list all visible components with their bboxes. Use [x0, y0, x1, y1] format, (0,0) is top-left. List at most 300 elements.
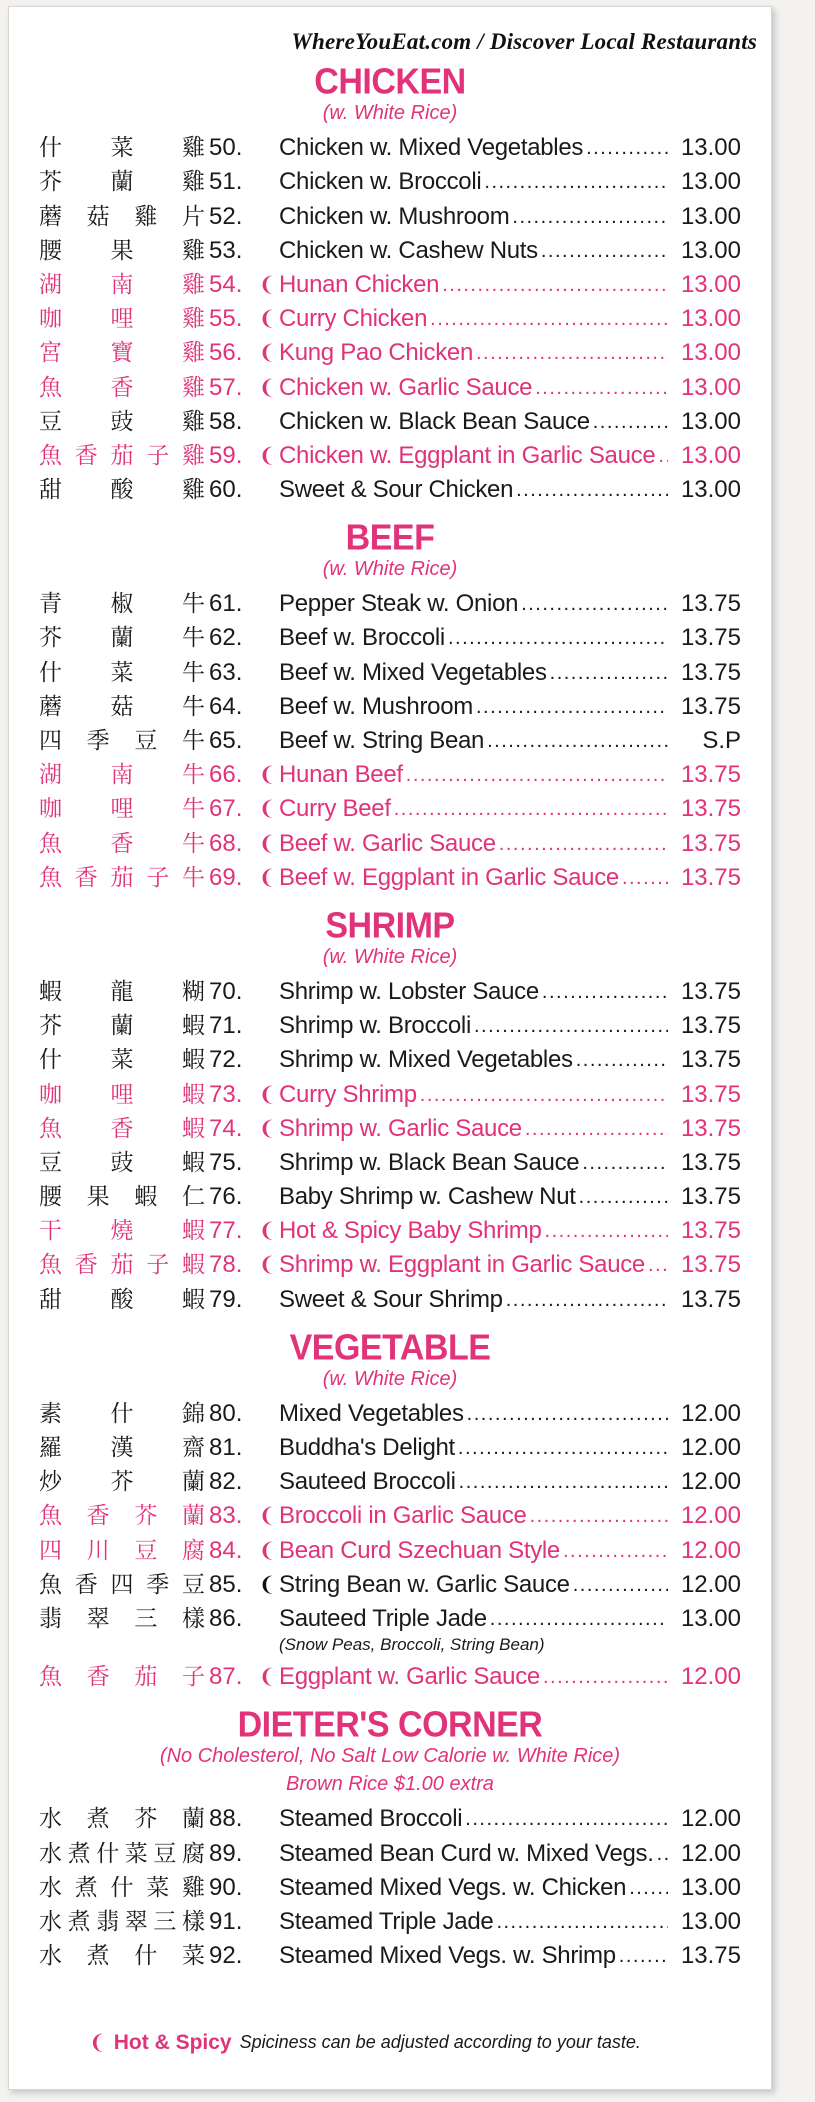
menu-item	[39, 1903, 741, 1937]
item-number: 73.	[209, 1080, 243, 1108]
item-name: Shrimp w. Lobster Sauce	[279, 977, 539, 1005]
item-name-leader	[279, 1148, 671, 1178]
menu-content	[39, 63, 741, 1985]
dot-leader	[521, 589, 668, 619]
menu-section	[39, 519, 741, 893]
item-number: 80.	[209, 1399, 243, 1427]
menu-item	[39, 300, 741, 334]
item-chinese-name: 芥蘭蝦	[39, 1013, 205, 1040]
item-name-leader	[279, 1011, 671, 1041]
item-price: S.P	[702, 727, 741, 754]
item-chinese-name: 魚香雞	[39, 374, 205, 401]
menu-item	[39, 163, 741, 197]
item-chinese-name: 芥蘭雞	[39, 169, 205, 196]
item-note: (Snow Peas, Broccoli, String Bean)	[279, 1634, 545, 1654]
menu-item	[39, 1395, 741, 1429]
chili-pepper-icon: ❨	[258, 376, 276, 399]
item-name-leader	[279, 1839, 671, 1869]
item-name: Chicken w. Cashew Nuts	[279, 236, 538, 264]
item-name-leader	[279, 441, 671, 471]
item-chinese-name: 魚香茄子雞	[39, 442, 205, 469]
item-price: 13.75	[680, 1046, 741, 1074]
item-name: Pepper Steak w. Onion	[279, 590, 519, 618]
item-name: Baby Shrimp w. Cashew Nut	[279, 1183, 576, 1211]
item-name-leader	[279, 407, 671, 437]
menu-item	[39, 1600, 741, 1634]
spicy-legend-label: Hot & Spicy	[113, 2030, 232, 2054]
chili-pepper-icon: ❨	[258, 832, 276, 855]
item-chinese-name: 宮寶雞	[39, 340, 205, 367]
item-number: 72.	[209, 1046, 243, 1074]
item-name: Steamed Mixed Vegs. w. Shrimp	[279, 1942, 616, 1970]
menu-item	[39, 403, 741, 437]
item-price: 13.00	[680, 441, 741, 469]
menu-item	[39, 1144, 741, 1178]
item-number: 78.	[209, 1251, 243, 1279]
menu-item	[39, 722, 741, 756]
item-chinese-name: 素什錦	[39, 1400, 205, 1427]
item-number: 62.	[209, 624, 243, 652]
menu-item	[39, 1531, 741, 1565]
item-chinese-name: 青椒牛	[39, 591, 205, 618]
item-name-leader	[279, 304, 671, 334]
item-name: Chicken w. Mushroom	[279, 202, 510, 230]
menu-item	[39, 1007, 741, 1041]
section-subtitle: (w. White Rice)	[322, 1367, 458, 1390]
menu-item	[39, 471, 741, 505]
item-name-leader	[279, 1250, 671, 1280]
chili-pepper-icon: ❨	[258, 1117, 276, 1140]
menu-section	[39, 1706, 741, 1971]
item-price: 13.00	[680, 1873, 741, 1901]
item-name: Beef w. Mushroom	[279, 692, 473, 720]
item-number: 57.	[209, 373, 243, 401]
menu-item	[39, 1110, 741, 1144]
item-number: 88.	[209, 1805, 243, 1833]
dot-leader	[648, 1250, 668, 1280]
menu-item	[39, 1212, 741, 1246]
item-price: 13.75	[680, 977, 741, 1005]
dot-leader	[530, 1501, 668, 1531]
dot-leader	[512, 202, 668, 232]
item-chinese-name: 芥蘭牛	[39, 625, 205, 652]
item-name-leader	[279, 167, 671, 197]
item-number: 64.	[209, 692, 243, 720]
item-name: Shrimp w. Broccoli	[279, 1012, 471, 1040]
item-chinese-name: 魚香茄子	[39, 1664, 205, 1691]
item-number: 58.	[209, 407, 243, 435]
dot-leader	[487, 726, 668, 756]
item-price: 13.75	[680, 692, 741, 720]
item-name-leader	[279, 1662, 671, 1692]
item-name: Hunan Chicken	[279, 270, 440, 298]
menu-section	[39, 1329, 741, 1693]
chili-pepper-icon: ❨	[258, 1573, 276, 1596]
menu-item	[39, 1041, 741, 1075]
menu-item	[39, 1246, 741, 1280]
item-number: 71.	[209, 1012, 243, 1040]
item-chinese-name: 炒芥蘭	[39, 1469, 205, 1496]
dot-leader	[525, 1114, 668, 1144]
item-number: 90.	[209, 1873, 243, 1901]
section-subtitle-extra: Brown Rice $1.00 extra	[286, 1773, 494, 1796]
menu-item	[39, 334, 741, 368]
item-number: 92.	[209, 1942, 243, 1970]
item-number: 70.	[209, 977, 243, 1005]
item-name-leader	[279, 202, 671, 232]
item-name-leader	[279, 829, 671, 859]
item-price: 13.75	[680, 590, 741, 618]
dot-leader	[541, 236, 668, 266]
item-name: Steamed Bean Curd w. Mixed Vegs.	[279, 1839, 654, 1867]
dot-leader	[506, 1285, 668, 1315]
item-chinese-name: 甜酸蝦	[39, 1286, 205, 1313]
item-name-leader	[279, 1216, 671, 1246]
item-number: 77.	[209, 1217, 243, 1245]
section-subtitle: (w. White Rice)	[322, 945, 458, 968]
item-name: Shrimp w. Garlic Sauce	[279, 1114, 522, 1142]
item-name-leader	[279, 1080, 671, 1110]
item-number: 66.	[209, 761, 243, 789]
dot-leader	[496, 1907, 668, 1937]
item-name-leader	[279, 1570, 671, 1600]
item-number: 87.	[209, 1663, 243, 1691]
item-number: 55.	[209, 305, 243, 333]
item-price: 13.75	[680, 863, 741, 891]
item-name: Bean Curd Szechuan Style	[279, 1536, 560, 1564]
item-name: Mixed Vegetables	[279, 1399, 464, 1427]
item-price: 13.00	[680, 168, 741, 196]
dot-leader	[490, 1604, 668, 1634]
item-name: Chicken w. Garlic Sauce	[279, 373, 533, 401]
item-price: 13.00	[680, 373, 741, 401]
item-name: Hunan Beef	[279, 761, 403, 789]
item-name: Sauteed Triple Jade	[279, 1604, 487, 1632]
item-price: 13.00	[680, 476, 741, 504]
item-price: 12.00	[680, 1536, 741, 1564]
chili-pepper-icon: ❨	[258, 866, 276, 889]
item-name: Steamed Triple Jade	[279, 1907, 494, 1935]
menu-item	[39, 1280, 741, 1314]
menu-item	[39, 1800, 741, 1834]
item-price: 13.00	[680, 1907, 741, 1935]
item-number: 74.	[209, 1114, 243, 1142]
item-chinese-name: 魚香茄子蝦	[39, 1252, 205, 1279]
item-price: 13.75	[680, 1217, 741, 1245]
item-price: 13.00	[680, 407, 741, 435]
item-name-leader	[279, 1873, 671, 1903]
item-number: 81.	[209, 1434, 243, 1461]
menu-item	[39, 790, 741, 824]
item-number: 68.	[209, 829, 243, 857]
item-number: 79.	[209, 1285, 243, 1313]
item-chinese-name: 蝦龍糊	[39, 978, 205, 1005]
dot-leader	[593, 407, 668, 437]
item-chinese-name: 咖哩牛	[39, 796, 205, 823]
chili-pepper-icon: ❨	[258, 444, 276, 467]
item-price: 13.00	[680, 270, 741, 298]
item-price: 13.00	[680, 236, 741, 264]
item-name-leader	[279, 133, 671, 163]
dot-leader	[484, 167, 668, 197]
item-number: 86.	[209, 1604, 243, 1632]
item-price: 12.00	[680, 1434, 741, 1461]
spicy-legend	[89, 2030, 641, 2055]
dot-leader	[474, 1011, 668, 1041]
item-chinese-name: 翡翠三樣	[39, 1605, 205, 1632]
item-chinese-name: 魚香四季豆	[39, 1571, 205, 1598]
item-name-leader	[279, 1467, 671, 1497]
dot-leader	[545, 1216, 668, 1246]
item-name-leader	[279, 1433, 671, 1463]
section-subtitle: (w. White Rice)	[322, 102, 458, 124]
item-name-leader	[279, 1604, 671, 1634]
item-chinese-name: 水煮什菜豆腐	[39, 1840, 205, 1867]
menu-section	[39, 907, 741, 1315]
item-name: Beef w. Eggplant in Garlic Sauce	[279, 863, 619, 891]
item-name: Chicken w. Mixed Vegetables	[279, 134, 584, 162]
item-name: Beef w. Garlic Sauce	[279, 829, 496, 857]
menu-section	[39, 63, 741, 505]
item-price: 12.00	[680, 1468, 741, 1496]
menu-item	[39, 1566, 741, 1600]
item-name: Eggplant w. Garlic Sauce	[279, 1663, 540, 1691]
spicy-legend-text: Spiciness can be adjusted according to your taste.	[239, 2032, 641, 2052]
chili-pepper-icon: ❨	[258, 798, 276, 821]
item-number: 53.	[209, 236, 243, 264]
section-title: CHICKEN	[314, 62, 466, 102]
dot-leader	[573, 1570, 668, 1600]
item-chinese-name: 什菜雞	[39, 135, 205, 162]
item-name-leader	[279, 1182, 671, 1212]
item-name-leader	[279, 1804, 671, 1834]
item-price: 12.00	[680, 1570, 741, 1598]
item-chinese-name: 水煮翡翠三樣	[39, 1908, 205, 1935]
item-number: 51.	[209, 168, 243, 196]
chili-pepper-icon: ❨	[258, 1539, 276, 1562]
item-name: String Bean w. Garlic Sauce	[279, 1570, 570, 1598]
menu-item	[39, 197, 741, 231]
item-name-leader	[279, 692, 671, 722]
item-chinese-name: 干燒蝦	[39, 1218, 205, 1245]
dot-leader	[582, 1148, 668, 1178]
item-chinese-name: 腰果雞	[39, 237, 205, 264]
item-price: 13.00	[680, 305, 741, 333]
menu-item	[39, 1869, 741, 1903]
item-price: 13.75	[680, 795, 741, 823]
menu-item	[39, 1834, 741, 1868]
item-price: 12.00	[680, 1839, 741, 1867]
item-price: 12.00	[680, 1399, 741, 1427]
item-name-leader	[279, 1045, 671, 1075]
item-price: 12.00	[680, 1663, 741, 1691]
item-price: 13.75	[680, 1183, 741, 1211]
dot-leader	[499, 829, 668, 859]
dot-leader	[442, 270, 668, 300]
item-chinese-name: 什菜蝦	[39, 1047, 205, 1074]
dot-leader	[430, 304, 668, 334]
item-name-leader	[279, 1536, 671, 1566]
menu-item	[39, 973, 741, 1007]
item-name: Shrimp w. Eggplant in Garlic Sauce	[279, 1251, 645, 1279]
dot-leader	[420, 1080, 668, 1110]
item-chinese-name: 豆豉蝦	[39, 1149, 205, 1176]
item-name: Broccoli in Garlic Sauce	[279, 1502, 527, 1530]
item-name-leader	[279, 1399, 671, 1429]
item-name: Hot & Spicy Baby Shrimp	[279, 1217, 542, 1245]
item-name: Curry Shrimp	[279, 1080, 417, 1108]
item-name-leader	[279, 1114, 671, 1144]
item-chinese-name: 湖南牛	[39, 762, 205, 789]
item-name: Shrimp w. Mixed Vegetables	[279, 1046, 573, 1074]
item-name: Beef w. Mixed Vegetables	[279, 658, 547, 686]
item-price: 13.75	[680, 624, 741, 652]
menu-item	[39, 1178, 741, 1212]
menu-page	[8, 6, 772, 2090]
dot-leader	[516, 475, 668, 505]
item-chinese-name: 水煮什菜雞	[39, 1874, 205, 1901]
item-name-leader	[279, 1285, 671, 1315]
item-name-leader	[279, 475, 671, 505]
menu-item	[39, 1463, 741, 1497]
item-chinese-name: 蘑菇牛	[39, 693, 205, 720]
item-name-leader	[279, 1501, 671, 1531]
menu-item	[39, 653, 741, 687]
item-number: 83.	[209, 1502, 243, 1530]
dot-leader	[576, 1045, 668, 1075]
dot-leader	[459, 1467, 668, 1497]
dot-leader	[542, 977, 668, 1007]
dot-leader	[448, 623, 668, 653]
item-price: 13.75	[680, 761, 741, 789]
chili-pepper-icon: ❨	[258, 273, 276, 296]
item-price: 13.75	[680, 1942, 741, 1970]
item-number: 60.	[209, 476, 243, 504]
dot-leader	[535, 373, 668, 403]
item-price: 12.00	[680, 1502, 741, 1530]
menu-item	[39, 688, 741, 722]
item-chinese-name: 水煮什菜	[39, 1943, 205, 1970]
chili-pepper-icon: ❨	[89, 2032, 106, 2054]
item-name: Kung Pao Chicken	[279, 339, 473, 367]
chili-pepper-icon: ❨	[258, 1254, 276, 1277]
dot-leader	[563, 1536, 668, 1566]
item-price: 13.00	[680, 202, 741, 230]
item-chinese-name: 魚香牛	[39, 830, 205, 857]
item-price: 13.75	[680, 1114, 741, 1142]
dot-leader	[465, 1804, 668, 1834]
dot-leader	[586, 133, 668, 163]
item-name-leader	[279, 373, 671, 403]
item-name: Sweet & Sour Shrimp	[279, 1285, 503, 1313]
item-price: 13.75	[680, 1148, 741, 1176]
dot-leader	[406, 760, 668, 790]
dot-leader	[476, 338, 668, 368]
dot-leader	[394, 794, 668, 824]
item-name-leader	[279, 863, 671, 893]
item-number: 84.	[209, 1536, 243, 1564]
item-price: 13.75	[680, 1012, 741, 1040]
item-name: Steamed Mixed Vegs. w. Chicken	[279, 1873, 627, 1901]
item-chinese-name: 什菜牛	[39, 659, 205, 686]
menu-item	[39, 129, 741, 163]
item-name: Steamed Broccoli	[279, 1805, 463, 1833]
section-title: BEEF	[345, 518, 435, 559]
chili-pepper-icon: ❨	[258, 764, 276, 787]
menu-item	[39, 1497, 741, 1531]
item-price: 13.75	[680, 1080, 741, 1108]
dot-leader	[629, 1873, 668, 1903]
dot-leader	[658, 441, 668, 471]
item-chinese-name: 羅漢齋	[39, 1435, 205, 1461]
item-chinese-name: 魚香芥蘭	[39, 1503, 205, 1530]
item-name: Beef w. Broccoli	[279, 624, 445, 652]
chili-pepper-icon: ❨	[258, 1666, 276, 1689]
menu-item	[39, 1429, 741, 1463]
item-number: 54.	[209, 270, 243, 298]
menu-item	[39, 859, 741, 893]
item-name: Shrimp w. Black Bean Sauce	[279, 1148, 580, 1176]
item-number: 50.	[209, 134, 243, 162]
menu-item	[39, 266, 741, 300]
item-name-leader	[279, 236, 671, 266]
dot-leader	[476, 692, 668, 722]
item-name-leader	[279, 589, 671, 619]
dot-leader	[619, 1941, 668, 1971]
item-number: 56.	[209, 339, 243, 367]
menu-item	[39, 619, 741, 653]
item-price: 13.75	[680, 1251, 741, 1279]
item-number: 82.	[209, 1468, 243, 1496]
dot-leader	[657, 1839, 668, 1869]
item-name-leader	[279, 760, 671, 790]
chili-pepper-icon: ❨	[258, 342, 276, 365]
dot-leader	[543, 1662, 668, 1692]
item-chinese-name: 蘑菇雞片	[39, 203, 205, 230]
item-number: 67.	[209, 795, 243, 823]
menu-item	[39, 1937, 741, 1971]
section-title: DIETER'S CORNER	[237, 1705, 543, 1746]
item-name-leader	[279, 977, 671, 1007]
section-subtitle: (w. White Rice)	[322, 558, 458, 581]
item-number: 89.	[209, 1839, 243, 1867]
item-chinese-name: 魚香茄子牛	[39, 864, 205, 891]
menu-item	[39, 1075, 741, 1109]
item-chinese-name: 咖哩蝦	[39, 1081, 205, 1108]
menu-item	[39, 437, 741, 471]
item-price: 13.75	[680, 658, 741, 686]
item-number: 76.	[209, 1183, 243, 1211]
chili-pepper-icon: ❨	[258, 1083, 276, 1106]
menu-item	[39, 824, 741, 858]
item-chinese-name: 湖南雞	[39, 271, 205, 298]
item-name: Sauteed Broccoli	[279, 1468, 456, 1496]
item-name-leader	[279, 270, 671, 300]
item-name-leader	[279, 1941, 671, 1971]
item-name: Chicken w. Eggplant in Garlic Sauce	[279, 441, 656, 469]
item-number: 52.	[209, 202, 243, 230]
item-number: 91.	[209, 1907, 243, 1935]
section-title: SHRIMP	[325, 905, 455, 946]
site-watermark: WhereYouEat.com / Discover Local Restaurants	[291, 29, 757, 54]
menu-item	[39, 756, 741, 790]
item-name: Beef w. String Bean	[279, 727, 485, 754]
item-chinese-name: 腰果蝦仁	[39, 1184, 205, 1211]
menu-item	[39, 585, 741, 619]
item-name-leader	[279, 338, 671, 368]
menu-item	[39, 1658, 741, 1692]
item-chinese-name: 魚香蝦	[39, 1115, 205, 1142]
